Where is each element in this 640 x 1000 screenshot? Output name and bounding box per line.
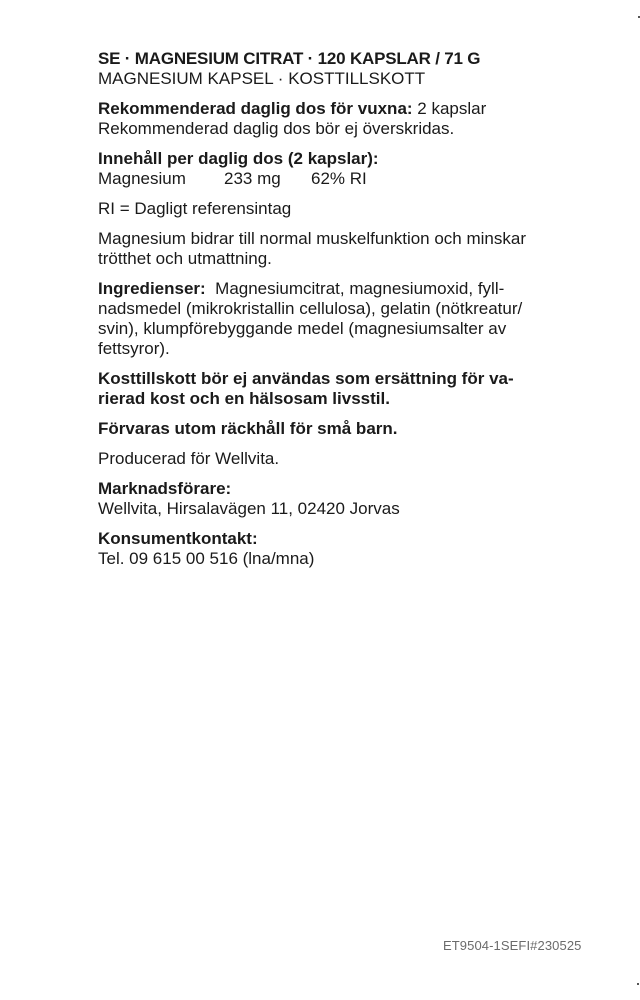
nutrient-name: Magnesium [98, 169, 186, 188]
storage-warning: Förvaras utom räckhåll för små barn. [98, 419, 398, 438]
dosage-heading: Rekommenderad daglig dos för vuxna: [98, 99, 413, 118]
crop-mark-bottom [637, 983, 639, 985]
marketer-section [98, 479, 568, 519]
ingredients-section [98, 279, 568, 359]
consumer-contact-section [98, 529, 568, 569]
ri-note: RI = Dagligt referensintag [98, 199, 292, 218]
ingredients-line-4: fettsyror). [98, 339, 170, 358]
nutrient-ri: 62% RI [311, 169, 367, 188]
dosage-value: 2 kapslar [412, 99, 487, 118]
consumer-contact-heading: Konsumentkontakt: [98, 529, 258, 548]
ingredients-line-3: svin), klumpförebyggande medel (magnesiumsalter av [98, 319, 507, 338]
product-title: SE · MAGNESIUM CITRAT · 120 KAPSLAR / 71 G [98, 49, 481, 68]
product-label [98, 49, 568, 579]
label-code: ET9504-1SEFI#230525 [443, 938, 582, 953]
dosage-warning: Rekommenderad daglig dos bör ej överskridas. [98, 119, 455, 138]
contents-heading: Innehåll per daglig dos (2 kapslar): [98, 149, 379, 168]
ingredients-heading: Ingredienser: [98, 279, 206, 298]
product-header [98, 49, 568, 89]
dosage-line [98, 99, 568, 119]
health-claim: Magnesium bidrar till normal muskelfunktion och minskar trötthet och utmattning. [98, 229, 526, 268]
ingredients-line-2: nadsmedel (mikrokristallin cellulosa), gelatin (nötkreatur/ [98, 299, 523, 318]
marketer-heading: Marknadsförare: [98, 479, 232, 498]
ingredients-line-1: Ingredienser: Magnesiumcitrat, magnesiumoxid, fyll- [98, 279, 505, 298]
product-subtitle: MAGNESIUM KAPSEL · KOSTTILLSKOTT [98, 69, 426, 88]
contents-section [98, 149, 568, 189]
nutrient-row [98, 169, 568, 189]
marketer-address: Wellvita, Hirsalavägen 11, 02420 Jorvas [98, 499, 400, 518]
nutrient-amount: 233 mg [224, 169, 281, 188]
supplement-warning: Kosttillskott bör ej användas som ersättning för va- rierad kost och en hälsosam livsstil. [98, 369, 514, 408]
dosage-section [98, 99, 568, 139]
produced-for: Producerad för Wellvita. [98, 449, 280, 468]
consumer-contact-phone: Tel. 09 615 00 516 (lna/mna) [98, 549, 315, 568]
